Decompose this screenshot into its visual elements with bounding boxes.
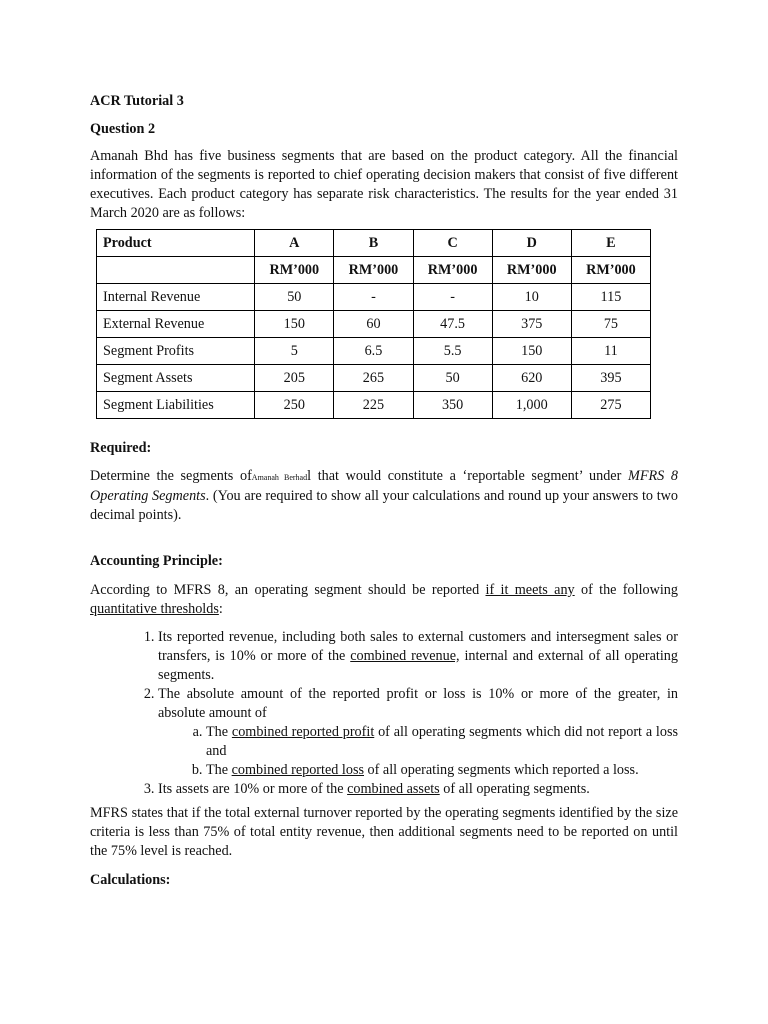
table-row-segment-assets [97,365,651,392]
item-text: of all operating segments which did not report a loss and [206,724,679,759]
product-header: Product [97,230,255,257]
segment-results-table [96,229,651,419]
table-cell: - [334,284,413,311]
calculations-heading: Calculations: [90,872,171,888]
required-text-part1: Determine the segments of [90,468,252,484]
table-cell: 150 [255,311,334,338]
threshold-item-revenue [158,628,678,685]
item-text: of all operating segments. [439,781,590,797]
table-cell: 5 [255,338,334,365]
table-cell: 5.5 [413,338,492,365]
row-label: Segment Profits [97,338,255,365]
unit-e: RM’000 [571,257,650,284]
question-intro: Amanah Bhd has five business segments that are based on the product category. All the financial information of the segments is reported to chief operating decision makers that consist of five different executives. Each product category has separate risk characteristics. The results for the year ended 31 March 2020 are as follows: [90,148,678,221]
required-text-part2: l that would constitute a ‘reportable segment’ under [307,468,628,484]
table-cell: 150 [492,338,571,365]
sub-item-combined-profit [206,723,678,761]
underline-combined-revenue: combined revenue, [350,648,460,664]
principle-intro-text: According to MFRS 8, an operating segment should be reported [90,582,486,598]
table-cell: 395 [571,365,650,392]
column-header-e: E [571,230,650,257]
profit-sub-list [158,723,678,780]
item-text: of all operating segments which reported a loss. [364,762,639,778]
table-cell: 50 [255,284,334,311]
table-cell: 47.5 [413,311,492,338]
table-cell: 6.5 [334,338,413,365]
required-heading: Required: [90,440,152,456]
table-cell: 620 [492,365,571,392]
principle-intro-text: of the following [574,582,678,598]
item-text: internal and external of all operating segments. [158,648,678,683]
table-cell: 115 [571,284,650,311]
required-text [90,467,678,525]
standard-name: MFRS 8 Operating Segments [90,468,678,504]
company-inline-label: Amanah Berhad [251,473,308,482]
table-cell: 250 [255,392,334,419]
table-cell: 225 [334,392,413,419]
unit-c: RM’000 [413,257,492,284]
table-cell: 265 [334,365,413,392]
mfrs-75-percent-note: MFRS states that if the total external turnover reported by the operating segments identified by the size criteria is less than 75% of total entity revenue, then additional segments need to be reported on until the 75% level is reached. [90,805,678,859]
table-units-row [97,257,651,284]
item-text: The absolute amount of the reported profit or loss is 10% or more of the greater, in absolute amount of [158,686,678,721]
underline-quantitative-thresholds: quantitative thresholds [90,601,219,617]
table-cell: 1,000 [492,392,571,419]
row-label: External Revenue [97,311,255,338]
table-row-segment-liabilities [97,392,651,419]
table-header-row [97,230,651,257]
row-label: Segment Liabilities [97,392,255,419]
column-header-d: D [492,230,571,257]
unit-b: RM’000 [334,257,413,284]
row-label: Segment Assets [97,365,255,392]
item-text: Its reported revenue, including both sales to external customers and intersegment sales or transfers, is 10% or more of the [158,629,678,664]
required-text-part3: . (You are required to show all your calculations and round up your answers to two decimal points). [90,488,678,523]
table-cell: 11 [571,338,650,365]
item-text: Its assets are 10% or more of the [158,781,348,797]
table-cell: 50 [413,365,492,392]
underline-combined-loss: combined reported loss [231,762,364,778]
column-header-a: A [255,230,334,257]
table-cell: 205 [255,365,334,392]
table-row-segment-profits [97,338,651,365]
table-row-internal-revenue [97,284,651,311]
column-header-b: B [334,230,413,257]
threshold-item-assets [158,780,678,799]
table-row-external-revenue [97,311,651,338]
underline-combined-assets: combined assets [347,781,440,797]
column-header-c: C [413,230,492,257]
table-cell: 10 [492,284,571,311]
table-cell: 75 [571,311,650,338]
item-text: The [206,762,232,778]
unit-a: RM’000 [255,257,334,284]
principle-intro [90,581,678,619]
question-heading: Question 2 [90,121,156,137]
principle-intro-text: : [218,601,223,617]
underline-meets-any: if it meets any [485,582,575,598]
unit-d: RM’000 [492,257,571,284]
table-cell: - [413,284,492,311]
threshold-item-profit [158,685,678,780]
document-content [90,92,678,890]
table-cell: 375 [492,311,571,338]
threshold-list [90,628,678,799]
units-blank-cell [97,257,255,284]
table-cell: 60 [334,311,413,338]
tutorial-title: ACR Tutorial 3 [90,93,184,109]
item-text: The [206,724,232,740]
table-cell: 350 [413,392,492,419]
accounting-principle-heading: Accounting Principle: [90,553,223,569]
table-cell: 275 [571,392,650,419]
underline-combined-profit: combined reported profit [231,724,375,740]
row-label: Internal Revenue [97,284,255,311]
sub-item-combined-loss [206,761,678,780]
